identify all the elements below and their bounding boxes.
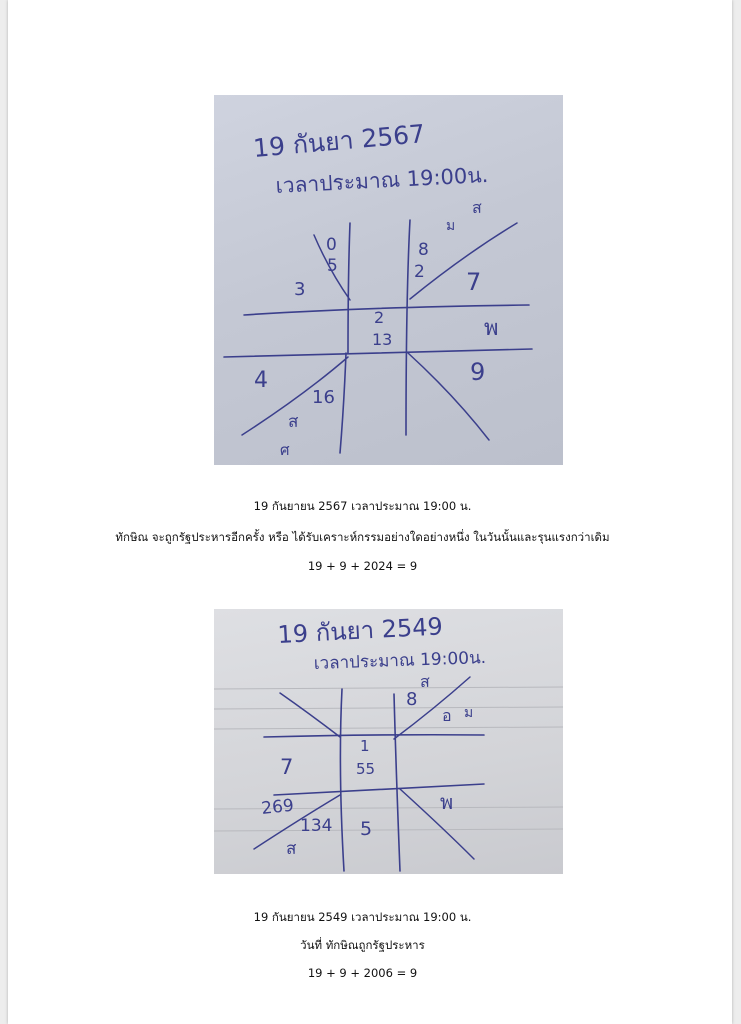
cell-center-top: 2	[374, 308, 385, 327]
caption-1-line-1: 19 กันยายน 2567 เวลาประมาณ 19:00 น.	[253, 499, 472, 513]
photo-time: เวลาประมาณ 19:00น.	[275, 162, 489, 198]
cell-bottom-left-c: ส	[288, 412, 299, 432]
photo-date: 19 กันยา 2567	[251, 119, 427, 163]
grid-line-left	[348, 223, 350, 353]
cell-right-lower: พ	[440, 790, 454, 814]
photo-date: 19 กันยา 2549	[276, 612, 444, 649]
grid-line-left	[340, 689, 344, 871]
cell-center-bottom: 13	[372, 330, 393, 349]
grid-line-left-lower	[340, 353, 346, 453]
cell-bottom-left-a: 4	[254, 368, 268, 393]
cell-bottom-left-b: 134	[300, 816, 333, 836]
handwritten-chart-photo-2567	[214, 95, 563, 465]
grid-line-top	[264, 735, 484, 737]
cell-bottom-center: 5	[360, 818, 373, 840]
caption-2-line-3: 19 + 9 + 2006 = 9	[307, 966, 418, 980]
grid-line-bottom	[224, 349, 532, 357]
cell-top-right-a: 8	[418, 240, 429, 260]
caption-1-line-2: ทักษิณ จะถูกรัฐประหารอีกครั้ง หรือ ได้รับเคราะห์กรรมอย่างใดอย่างหนึ่ง ในวันนั้นและรุนแรงกว่าเดิม	[115, 530, 610, 544]
grid-line-right	[394, 694, 400, 871]
diagonal-top-right	[410, 223, 517, 299]
diagonal-bottom-right	[400, 789, 474, 859]
cell-left-middle: 7	[280, 755, 294, 779]
cell-left-upper: 3	[294, 279, 306, 300]
caption-2-line-2: วันที่ ทักษิณถูกรัฐประหาร	[300, 938, 425, 952]
cell-top-right-a: 8	[406, 689, 418, 710]
cell-top-right-d: ม	[446, 218, 456, 234]
caption-2-line-1: 19 กันยายน 2549 เวลาประมาณ 19:00 น.	[253, 910, 472, 924]
cell-top-left-top: 0	[326, 235, 337, 255]
cell-bottom-left-b: 16	[312, 387, 335, 408]
cell-top-right-c: อ	[442, 706, 452, 725]
cell-bottom-left-a: 269	[260, 795, 295, 819]
cell-top-right-b: 2	[414, 262, 425, 282]
cell-top-right-d: ม	[464, 705, 474, 721]
cell-bottom-right: 9	[470, 358, 486, 386]
caption-1-line-3: 19 + 9 + 2024 = 9	[307, 559, 418, 573]
handwritten-chart-drawing-2	[214, 609, 563, 874]
cell-top-right-c: ส	[472, 198, 482, 217]
cell-center-top: 1	[360, 737, 370, 755]
handwritten-chart-drawing	[214, 95, 563, 465]
cell-center-bottom: 55	[356, 760, 376, 778]
cell-top-left-bottom: 5	[327, 256, 338, 276]
photo-time: เวลาประมาณ 19:00น.	[313, 647, 487, 674]
diagonal-top-left	[280, 693, 340, 737]
grid-line-top	[244, 305, 529, 315]
cell-bottom-left-c: ส	[286, 839, 297, 859]
grid-line-right	[406, 220, 410, 435]
cell-top-right-b: ส	[420, 672, 430, 691]
handwritten-chart-photo-2549	[214, 609, 563, 874]
cell-right-upper: 7	[466, 268, 482, 296]
cell-bottom-left-d: ศ	[280, 441, 290, 459]
cell-right-middle: พ	[484, 316, 499, 341]
